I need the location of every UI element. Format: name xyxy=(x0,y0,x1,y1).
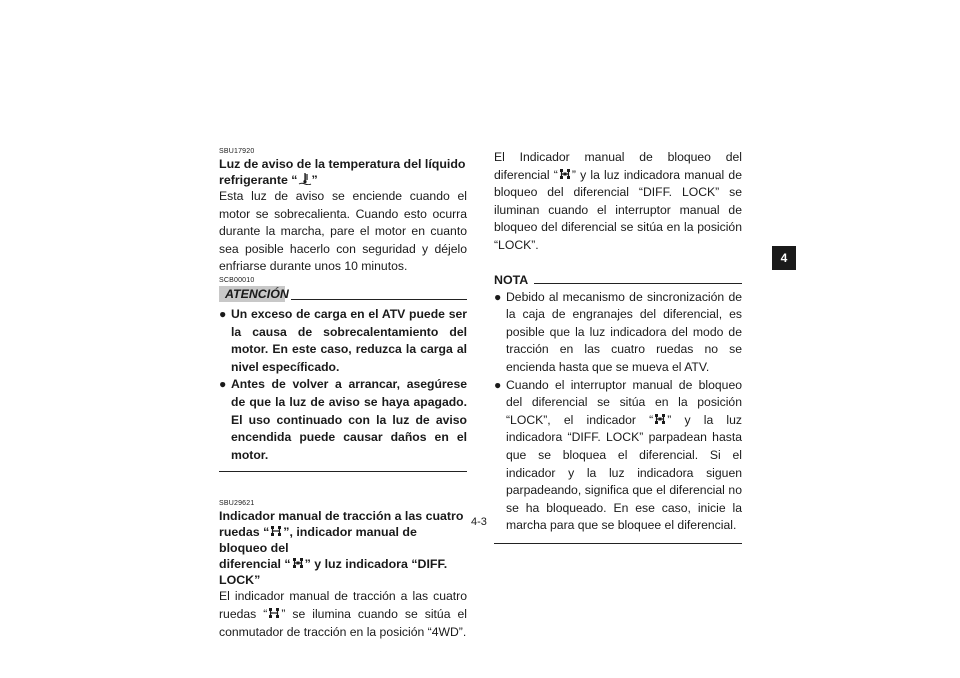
nota-item xyxy=(494,377,742,535)
section-heading-coolant xyxy=(219,156,467,188)
heading-line: refrigerante “ xyxy=(219,173,298,187)
bullet: ● xyxy=(494,289,502,304)
diff-lock-description xyxy=(494,149,742,255)
left-column xyxy=(219,148,467,641)
section-code: SBU29621 xyxy=(219,500,255,508)
nota-item-text: Debido al mecanismo de sincronización de la caja de engranajes del diferencial, es posible que la luz indicadora del modo de tracción en las cuatro ruedas no se encienda hasta que se mueva el ATV. xyxy=(506,289,742,374)
bullet: ● xyxy=(219,377,227,392)
nota-list xyxy=(494,289,742,535)
diff-lock-icon xyxy=(653,413,667,425)
bullet: ● xyxy=(219,306,227,321)
nota-end-rule xyxy=(494,543,742,544)
4wd-description xyxy=(219,588,467,641)
nota-label: NOTA xyxy=(494,272,529,287)
section-heading-4wd xyxy=(219,508,467,588)
caution-list xyxy=(219,306,467,464)
caution-code: SCB00010 xyxy=(219,276,255,284)
heading-line: Luz de aviso de la temperatura del líquido xyxy=(219,157,466,171)
heading-line: ” y luz indicadora “DIFF. LOCK” xyxy=(219,557,448,588)
4wd-icon xyxy=(269,525,283,537)
diff-lock-icon xyxy=(291,557,305,569)
text-run: El Indicador manual de bloqueo del diferencial “ xyxy=(494,150,742,182)
caution-item-text: Un exceso de carga en el ATV puede ser la causa de sobrecalentamiento del motor. En este caso, reduzca la carga al nivel específicado. xyxy=(231,306,467,374)
bullet: ● xyxy=(494,377,502,392)
heading-line: diferencial “ xyxy=(219,557,291,572)
heading-line: ”, indicador manual de bloqueo del xyxy=(219,525,417,556)
heading-line: ruedas “ xyxy=(219,525,270,540)
coolant-temperature-icon xyxy=(298,173,312,185)
nota-header xyxy=(494,271,742,287)
diff-lock-icon xyxy=(558,168,572,180)
caution-label: ATENCIÓN xyxy=(219,286,285,302)
nota-item xyxy=(494,289,742,377)
4wd-icon xyxy=(267,607,281,619)
nota-item-text: ” y la luz indicadora “DIFF. LOCK” parpadean hasta que se bloquea el diferencial. Si el indicador y la luz indicadora siguen parpadeando, significa que el diferencial no se ha bloqueado. En ese caso, inicie la marcha para que se bloquee el diferencial. xyxy=(506,412,742,533)
text-run: El indicador manual de tracción a las cuatro ruedas “ xyxy=(219,589,467,621)
caution-item xyxy=(219,306,467,376)
caution-header xyxy=(219,286,467,302)
nota-item-text: Cuando el interruptor manual de bloqueo del diferencial se sitúa en la posición “LOCK”, el indicador “ xyxy=(506,377,742,427)
page-number: 4-3 xyxy=(471,516,487,528)
caution-rule xyxy=(291,299,467,300)
right-column xyxy=(494,149,742,544)
text-run: ” se ilumina cuando se sitúa el conmutador de tracción en la posición “4WD”. xyxy=(219,606,467,639)
caution-item-text: Antes de volver a arrancar, asegúrese de que la luz de aviso se haya apagado. El uso continuado con la luz de aviso encendida puede causar daños en el motor. xyxy=(231,377,467,462)
caution-end-rule xyxy=(219,471,467,472)
nota-rule xyxy=(534,283,742,284)
caution-item xyxy=(219,376,467,464)
chapter-tab: 4 xyxy=(772,246,796,270)
heading-line: ” xyxy=(311,173,318,187)
section-code: SBU17920 xyxy=(219,148,255,155)
text-run: ” y la luz indicadora manual de bloqueo del diferencial “DIFF. LOCK” se iluminan cuando el interruptor manual de bloqueo del diferencial se sitúa en la posición “LOCK”. xyxy=(494,167,742,252)
heading-line: Indicador manual de tracción a las cuatro xyxy=(219,509,464,524)
coolant-description: Esta luz de aviso se enciende cuando el motor se sobrecalienta. Cuando esto ocurra durante la marcha, pare el motor en cuanto sea posible hacerlo con seguridad y déjelo enfriarse durante unos 10 minutos. xyxy=(219,189,467,274)
